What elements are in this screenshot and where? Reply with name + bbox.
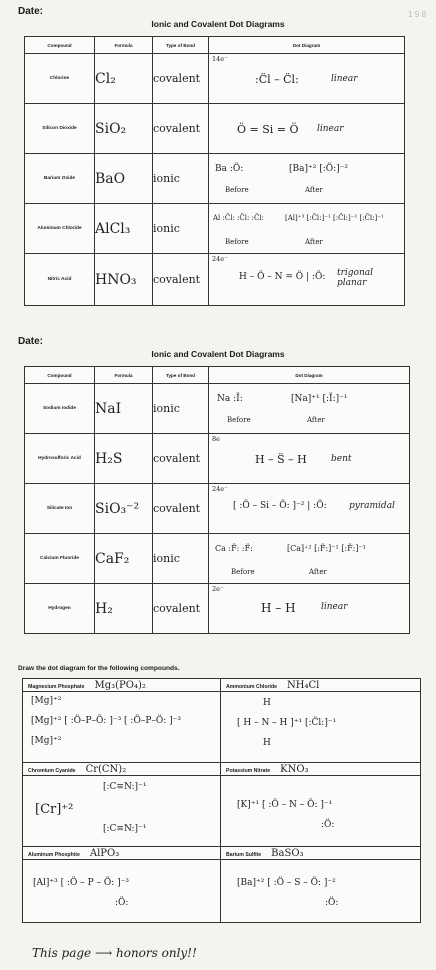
bond-type: covalent	[153, 54, 209, 104]
diagram-line: :Ö:	[321, 820, 335, 830]
worksheet-title-2: Ionic and Covalent Dot Diagrams	[151, 349, 285, 359]
lewis-structure: Ö = Si = Ö	[237, 123, 299, 136]
diagram-line: H	[263, 738, 271, 748]
formula: BaO	[95, 154, 153, 204]
formula: KNO₃	[280, 763, 309, 775]
formula: Mg₃(PO₄)₂	[94, 679, 146, 691]
before-label: Before	[227, 416, 251, 424]
formula: AlPO₃	[89, 847, 120, 859]
compound-name: Aluminum Phosphite	[28, 851, 80, 858]
compound-name: Chlorine	[25, 54, 95, 104]
electron-count: 2e⁻	[212, 585, 224, 593]
diagram-line: [:C≡N:]⁻¹	[103, 782, 147, 792]
formula: H₂S	[95, 434, 153, 484]
after-structure: [Al]⁺³ [:C̈l:]⁻¹ [:C̈l:]⁻¹ [:C̈l:]⁻¹	[285, 214, 384, 222]
after-structure: [Ca]⁺² [:F̈:]⁻¹ [:F̈:]⁻¹	[287, 544, 366, 553]
diagram-line: [Ba]⁺² [ :Ö – S – Ö: ]⁻²	[237, 878, 336, 888]
lewis-structure: H – H	[261, 601, 296, 615]
diagram-line: :Ö:	[325, 898, 339, 908]
compound-name: Silicate Ion	[25, 484, 95, 534]
table-row	[25, 534, 410, 584]
dot-diagram-table-1	[24, 36, 405, 306]
compound-name: Barium Oxide	[25, 154, 95, 204]
bond-type: ionic	[153, 204, 209, 254]
formula: CaF₂	[95, 534, 153, 584]
bond-type: ionic	[153, 534, 209, 584]
header-bond: Type of Bond	[153, 367, 209, 384]
table-row	[25, 384, 410, 434]
date-label-1: Date:	[18, 6, 44, 17]
molecular-shape: linear	[321, 602, 348, 612]
bond-type: covalent	[153, 434, 209, 484]
dot-diagram	[209, 434, 410, 484]
table-row	[25, 104, 405, 154]
formula: HNO₃	[95, 254, 153, 306]
lewis-structure: H – Ö – N = Ö | :Ö:	[239, 272, 326, 282]
instruction-text: Draw the dot diagram for the following compounds.	[18, 665, 180, 672]
formula: SiO₂	[95, 104, 153, 154]
dot-diagram	[23, 776, 221, 847]
before-structure: Na :Ï:	[217, 394, 243, 404]
bond-type: ionic	[153, 154, 209, 204]
dot-diagram	[221, 776, 421, 847]
compound-label	[23, 679, 221, 692]
compound-label	[23, 847, 221, 860]
before-label: Before	[225, 238, 249, 246]
formula: NaI	[95, 384, 153, 434]
table-row	[25, 204, 405, 254]
molecular-shape: bent	[331, 454, 352, 464]
diagram-line: [Cr]⁺²	[35, 802, 74, 817]
table-row	[25, 434, 410, 484]
header-diagram: Dot Diagram	[209, 367, 410, 384]
compound-label	[221, 763, 421, 776]
bond-type: ionic	[153, 384, 209, 434]
compound-name: Ammonium Chloride	[226, 683, 278, 690]
dot-diagram	[209, 204, 405, 254]
lewis-structure: [ :Ö – Si – Ö: ]⁻² | :Ö:	[233, 501, 327, 511]
dot-diagram	[209, 154, 405, 204]
compound-name: Hydrosulforic Acid	[25, 434, 95, 484]
compound-label	[23, 763, 221, 776]
molecular-shape: trigonal planar	[337, 268, 374, 288]
electron-count: 24e⁻	[212, 485, 228, 493]
bond-type: covalent	[153, 584, 209, 634]
compound-name: Sodium Iodide	[25, 384, 95, 434]
after-label: After	[309, 568, 327, 576]
dot-diagram	[209, 534, 410, 584]
table-row	[25, 154, 405, 204]
compound-name: Nitric Acid	[25, 254, 95, 306]
bond-type: covalent	[153, 484, 209, 534]
before-label: Before	[231, 568, 255, 576]
molecular-shape: pyramidal	[349, 501, 395, 511]
dot-diagram	[221, 692, 421, 763]
after-label: After	[307, 416, 325, 424]
molecular-shape: linear	[331, 74, 358, 84]
before-structure: Al :C̈l: :C̈l: :C̈l:	[213, 214, 264, 222]
compound-name: Aluminum Chloride	[25, 204, 95, 254]
header-diagram: Dot Diagram	[209, 37, 405, 54]
dot-diagram	[209, 384, 410, 434]
dot-diagram	[23, 692, 221, 763]
electron-count: 14e⁻	[212, 55, 228, 63]
diagram-line: [Mg]⁺² [ :Ö–P–Ö: ]⁻³ [ :Ö–P–Ö: ]⁻³	[31, 716, 182, 726]
formula: Cl₂	[95, 54, 153, 104]
header-compound: Compound	[25, 367, 95, 384]
before-label: Before	[225, 186, 249, 194]
after-label: After	[305, 238, 323, 246]
compound-name: Silicon Dioxide	[25, 104, 95, 154]
bond-type: covalent	[153, 254, 209, 306]
electron-count: 8e	[212, 435, 220, 443]
honors-note: This page ⟶ honors only!!	[32, 946, 197, 960]
formula: NH₄Cl	[287, 679, 320, 691]
practice-grid	[22, 678, 421, 923]
after-structure: [Ba]⁺² [:Ö:]⁻²	[289, 164, 349, 174]
diagram-line: [:C≡N:]⁻¹	[103, 824, 147, 834]
before-structure: Ba :Ö:	[215, 164, 244, 174]
table-row	[25, 254, 405, 306]
dot-diagram-table-2	[24, 366, 410, 634]
date-label-2: Date:	[18, 336, 44, 347]
lewis-structure: H – S̈ – H	[255, 453, 307, 466]
compound-name: Hydrogen	[25, 584, 95, 634]
compound-name: Magnesium Phosphate	[28, 683, 85, 690]
electron-count: 24e⁻	[212, 255, 228, 263]
header-compound: Compound	[25, 37, 95, 54]
formula: Cr(CN)₂	[85, 763, 127, 775]
compound-name: Potassium Nitrate	[226, 767, 271, 774]
header-bond: Type of Bond	[153, 37, 209, 54]
after-structure: [Na]⁺¹ [:Ï:]⁻¹	[291, 394, 348, 404]
dot-diagram	[209, 584, 410, 634]
diagram-line: :Ö:	[115, 898, 129, 908]
dot-diagram	[221, 860, 421, 923]
diagram-line: [ H – N – H ]⁺¹ [:C̈l:]⁻¹	[237, 718, 337, 728]
table-row	[25, 584, 410, 634]
lewis-structure: :C̈l – C̈l:	[255, 73, 299, 86]
formula: AlCl₃	[95, 204, 153, 254]
diagram-line: [Mg]⁺²	[31, 696, 62, 706]
diagram-line: [K]⁺¹ [ :Ö – N – Ö: ]⁻¹	[237, 800, 333, 810]
dot-diagram	[23, 860, 221, 923]
after-label: After	[305, 186, 323, 194]
dot-diagram	[209, 104, 405, 154]
worksheet-title-1: Ionic and Covalent Dot Diagrams	[151, 19, 285, 29]
bond-type: covalent	[153, 104, 209, 154]
table-row	[25, 484, 410, 534]
before-structure: Ca :F̈: :F̈:	[215, 544, 253, 553]
corner-mark: 1 9 8	[408, 10, 426, 19]
compound-name: Chromium Cyanide	[28, 767, 76, 774]
compound-label	[221, 679, 421, 692]
compound-label	[221, 847, 421, 860]
header-formula: Formula	[95, 37, 153, 54]
compound-name: Calcium Fluoride	[25, 534, 95, 584]
dot-diagram	[209, 254, 405, 306]
molecular-shape: linear	[317, 124, 344, 134]
diagram-line: [Mg]⁺²	[31, 736, 62, 746]
dot-diagram	[209, 54, 405, 104]
compound-name: Barium Sulfite	[226, 851, 262, 858]
diagram-line: [Al]⁺³ [ :Ö – P – Ö: ]⁻³	[33, 878, 130, 888]
formula: BaSO₃	[271, 847, 304, 859]
dot-diagram	[209, 484, 410, 534]
diagram-line: H	[263, 698, 271, 708]
formula: SiO₃⁻²	[95, 484, 153, 534]
header-formula: Formula	[95, 367, 153, 384]
table-row	[25, 54, 405, 104]
formula: H₂	[95, 584, 153, 634]
